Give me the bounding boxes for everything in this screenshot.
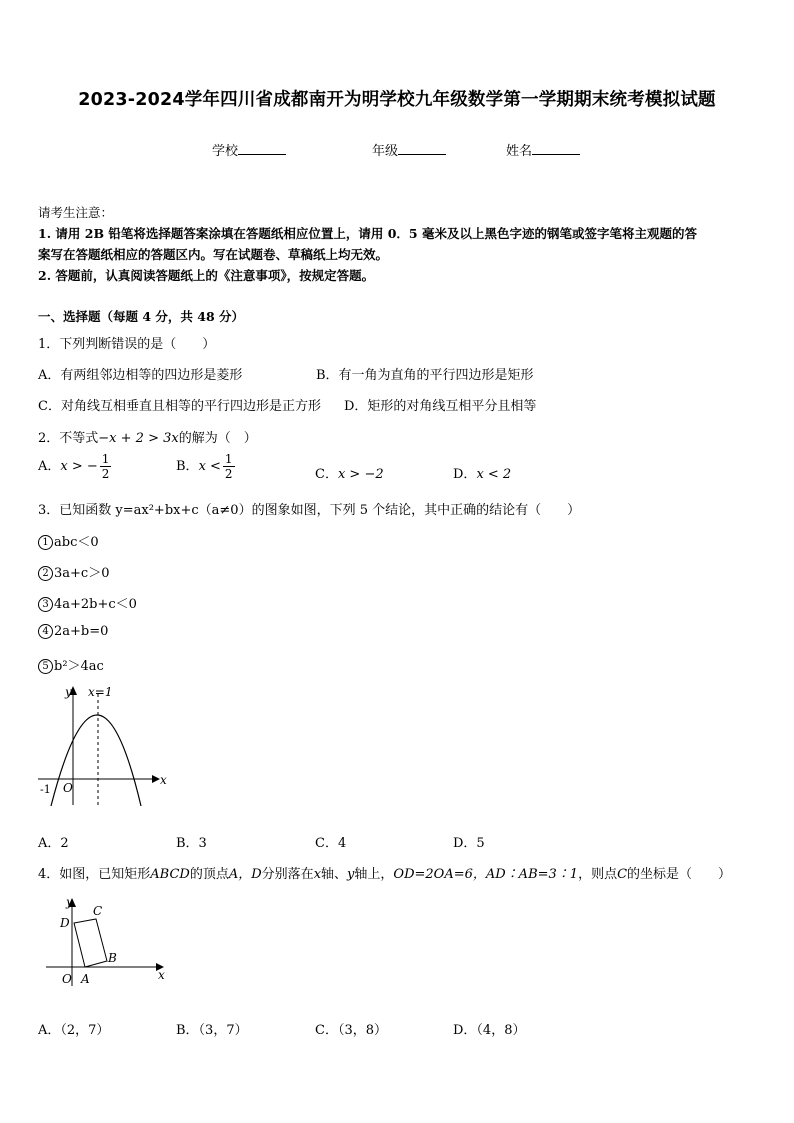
circled-number-4: 4 (38, 624, 53, 639)
q2-stem-post: 的解为（ ） (178, 431, 257, 446)
circled-number-5: 5 (38, 659, 53, 674)
q3-option-a: A．2 (38, 836, 69, 851)
q2-option-d (453, 463, 511, 482)
q2-a-fraction (100, 452, 112, 481)
q4-stem-c-point: C (617, 867, 628, 882)
fig4-origin-label: O (62, 972, 72, 986)
q2-c-label: C． (315, 467, 338, 482)
q4-stem-x: x (313, 867, 322, 882)
q3-conclusion-5 (38, 655, 104, 674)
q3-conclusion-5-text: b²＞4ac (54, 659, 104, 674)
page-title: 2023-2024学年四川省成都南开为明学校九年级数学第一学期期末统考模拟试题 (78, 90, 716, 110)
name-blank (532, 142, 580, 155)
fig4-a-label: A (81, 972, 90, 986)
school-field (212, 140, 286, 159)
q2-b-label: B． (176, 459, 199, 474)
q4-stem-b: 的顶点 (189, 867, 229, 882)
q4-option-c: C．（3，8） (315, 1023, 387, 1038)
fig3-y-label: y (65, 685, 72, 699)
q2-option-c (315, 463, 384, 482)
q2-option-a (38, 452, 111, 481)
q4-stem (38, 863, 731, 882)
q3-conclusion-2 (38, 562, 109, 581)
fig3-x-label: x (160, 773, 167, 787)
q2-b-num: 1 (224, 452, 233, 466)
notice-item-1b: 案写在答题纸相应的答题区内。写在试题卷、草稿纸上均无效。 (38, 247, 389, 262)
q3-conclusion-3 (38, 593, 137, 612)
circled-number-1: 1 (38, 535, 53, 550)
q3-stem: 3．已知函数 y=ax²+bx+c（a≠0）的图象如图，下列 5 个结论，其中正确的结论有（ ） (38, 503, 581, 518)
q4-stem-c: 分别落在 (261, 867, 314, 882)
q2-c-expr: x > −2 (337, 467, 384, 482)
school-label: 学校 (212, 144, 239, 159)
q3-option-b: B．3 (176, 836, 207, 851)
parabola-figure (30, 680, 175, 810)
q3-option-d: D．5 (453, 836, 485, 851)
fig4-y-label: y (66, 895, 73, 909)
q4-stem-d: 轴、 (321, 867, 348, 882)
q2-b-expr: x < (198, 459, 221, 474)
q2-option-b (176, 452, 235, 481)
fig4-x-label: x (158, 968, 165, 982)
fig3-origin-label: O (63, 781, 73, 795)
q2-stem-pre: 2．不等式 (38, 431, 99, 446)
school-blank (238, 142, 286, 155)
q4-option-d: D．（4，8） (453, 1023, 526, 1038)
notice-item-1a: 1. 请用 2B 铅笔将选择题答案涂填在答题纸相应位置上，请用 0．5 毫米及以上黑色字迹的钢笔或签字笔将主观题的答 (38, 226, 697, 241)
q2-b-den: 2 (224, 467, 233, 481)
q3-conclusion-4 (38, 624, 108, 639)
q2-a-den: 2 (101, 467, 110, 481)
rectangle-figure (40, 890, 175, 990)
q3-option-c: C．4 (315, 836, 347, 851)
fig4-c-label: C (93, 904, 103, 918)
section-heading: 一、选择题（每题 4 分，共 48 分） (38, 309, 245, 324)
circled-number-2: 2 (38, 566, 53, 581)
q2-a-num: 1 (101, 452, 110, 466)
q3-conclusion-1 (38, 531, 99, 550)
x-axis-arrow (152, 775, 160, 783)
grade-label: 年级 (372, 144, 399, 159)
q1-option-d: D．矩形的对角线互相平分且相等 (344, 399, 537, 414)
q4-stem-e: 轴上， (354, 867, 394, 882)
q4-stem-abcd: ABCD (150, 867, 190, 882)
q2-a-expr: x > − (60, 459, 98, 474)
q3-conclusion-4-text: 2a+b=0 (54, 624, 109, 639)
q4-stem-condition: OD=2OA=6，AD∶AB=3∶1 (393, 867, 579, 882)
q2-b-fraction (223, 452, 235, 481)
q4-stem-ad: A，D (228, 867, 262, 882)
fig4-d-label: D (60, 916, 70, 930)
fig3-neg1-label: -1 (40, 783, 51, 796)
q1-option-b: B．有一角为直角的平行四边形是矩形 (316, 368, 534, 383)
q4-stem-y: y (347, 867, 355, 882)
grade-blank (398, 142, 446, 155)
q3-conclusion-1-text: abc＜0 (54, 535, 99, 550)
q3-conclusion-2-text: 3a+c＞0 (54, 566, 110, 581)
fig4-b-label: B (108, 951, 117, 965)
fig3-x1-label: x=1 (88, 685, 113, 699)
q4-stem-a: 4．如图，已知矩形 (38, 867, 151, 882)
q1-option-c: C．对角线互相垂直且相等的平行四边形是正方形 (38, 399, 321, 414)
q2-a-label: A． (38, 459, 61, 474)
q4-option-b: B．（3，7） (176, 1023, 248, 1038)
q2-stem-expr: −x + 2 > 3x (98, 431, 179, 446)
rectangle-abcd (74, 919, 107, 967)
q3-conclusion-3-text: 4a+2b+c＜0 (54, 597, 137, 612)
q4-stem-g: 的坐标是（ ） (627, 867, 732, 882)
circled-number-3: 3 (38, 597, 53, 612)
name-field (506, 140, 580, 159)
notice-item-2: 2. 答题前，认真阅读答题纸上的《注意事项》，按规定答题。 (38, 268, 375, 283)
name-label: 姓名 (506, 144, 533, 159)
q4-option-a: A．（2，7） (38, 1023, 110, 1038)
q4-stem-f: ，则点 (578, 867, 618, 882)
notice-heading: 请考生注意： (38, 205, 114, 220)
grade-field (372, 140, 446, 159)
q2-d-label: D． (453, 467, 477, 482)
q2-stem (38, 427, 257, 446)
q2-d-expr: x < 2 (476, 467, 512, 482)
q1-option-a: A．有两组邻边相等的四边形是菱形 (38, 368, 243, 383)
q1-stem: 1．下列判断错误的是（ ） (38, 337, 216, 352)
